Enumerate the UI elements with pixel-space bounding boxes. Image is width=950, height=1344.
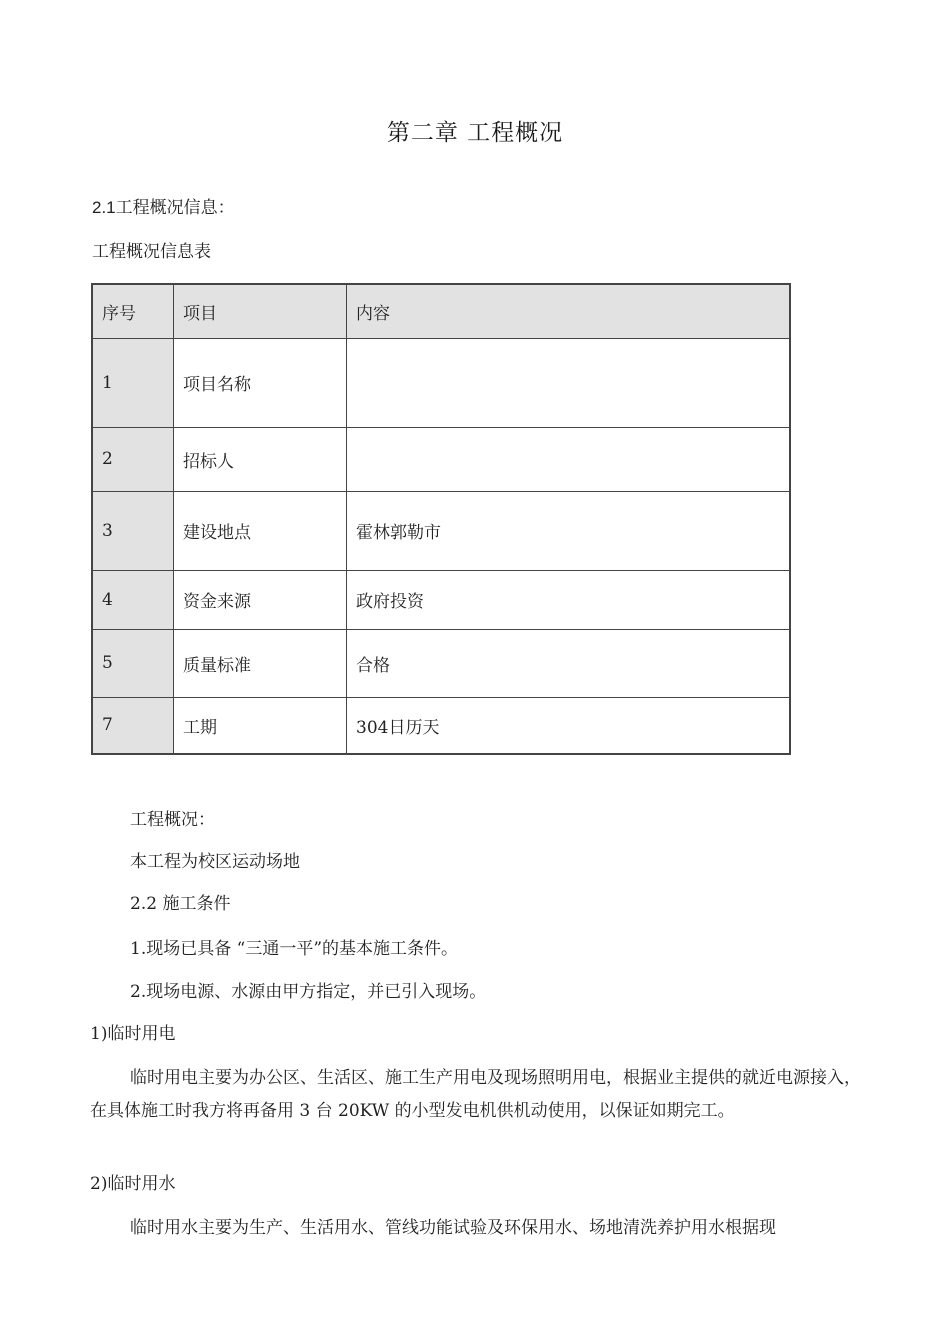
cell-no: 7 <box>92 697 174 754</box>
table-row <box>92 427 790 491</box>
cell-item: 质量标准 <box>174 629 347 697</box>
temp-water-paragraph: 临时用水主要为生产、生活用水、管线功能试验及环保用水、场地清洗养护用水根据现 <box>130 1218 776 1238</box>
table-row <box>92 697 790 754</box>
table-row <box>92 629 790 697</box>
cell-item: 建设地点 <box>174 491 347 570</box>
table-header-row <box>92 284 790 338</box>
header-cell-no: 序号 <box>92 284 174 338</box>
table-row <box>92 570 790 629</box>
header-cell-item: 项目 <box>174 284 347 338</box>
section-heading-2-2: 2.2 施工条件 <box>130 894 231 914</box>
table-row <box>92 338 790 427</box>
header-cell-content: 内容 <box>347 284 791 338</box>
cell-content: 霍林郭勒市 <box>347 491 791 570</box>
cell-no: 5 <box>92 629 174 697</box>
cell-item: 资金来源 <box>174 570 347 629</box>
project-info-table <box>91 283 791 755</box>
table-caption: 工程概况信息表 <box>92 242 211 262</box>
cell-no: 2 <box>92 427 174 491</box>
table-row <box>92 491 790 570</box>
page-title: 第二章 工程概况 <box>386 120 564 146</box>
condition-item-2: 2.现场电源、水源由甲方指定，并已引入现场。 <box>130 982 487 1002</box>
cell-no: 3 <box>92 491 174 570</box>
temp-water-heading: 2)临时用水 <box>90 1174 176 1194</box>
section-number: 2.1 <box>92 198 116 217</box>
cell-no: 4 <box>92 570 174 629</box>
cell-content: 政府投资 <box>347 570 791 629</box>
cell-content <box>347 427 791 491</box>
section-heading-2-1 <box>92 196 235 220</box>
temp-power-heading: 1)临时用电 <box>90 1024 176 1044</box>
cell-item: 工期 <box>174 697 347 754</box>
cell-content: 304日历天 <box>347 697 791 754</box>
temp-power-paragraph: 临时用电主要为办公区、生活区、施工生产用电及现场照明用电，根据业主提供的就近电源接入，在具体施工时我方将再备用 3 台 20KW 的小型发电机供机动使用，以保证如期完工。 <box>90 1068 861 1121</box>
cell-no: 1 <box>92 338 174 427</box>
cell-content: 合格 <box>347 629 791 697</box>
condition-item-1: 1.现场已具备 “三通一平”的基本施工条件。 <box>130 939 459 959</box>
cell-item: 招标人 <box>174 427 347 491</box>
overview-label: 工程概况： <box>130 810 215 830</box>
overview-text: 本工程为校区运动场地 <box>130 852 300 872</box>
section-heading-text: 工程概况信息： <box>115 198 235 218</box>
cell-item: 项目名称 <box>174 338 347 427</box>
cell-content <box>347 338 791 427</box>
